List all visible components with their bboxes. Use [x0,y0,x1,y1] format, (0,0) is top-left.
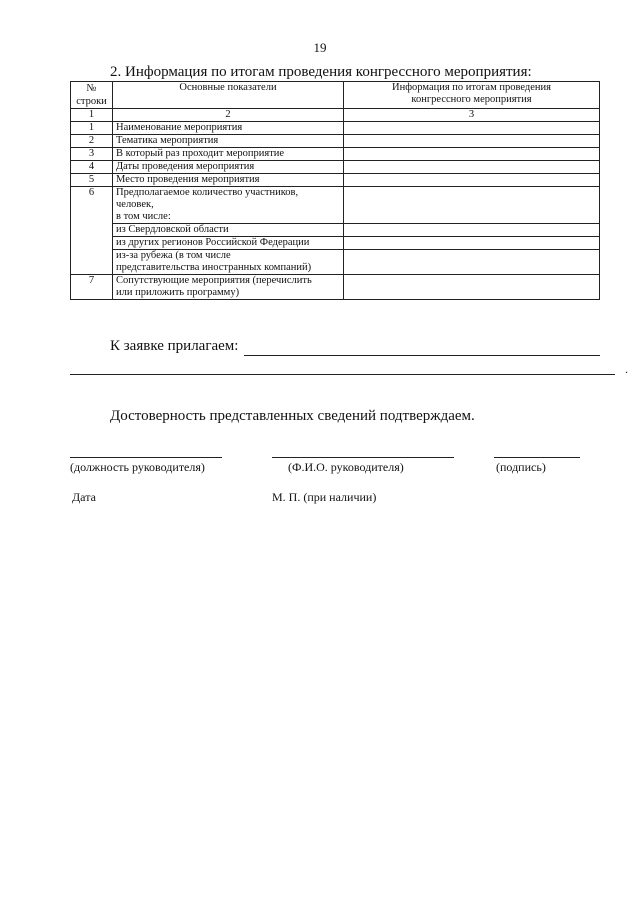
row-value-cell[interactable] [344,250,600,275]
table-row-related-events [71,275,600,300]
row-value-cell[interactable] [344,275,600,300]
col-number-3: 3 [344,109,600,122]
section-title: 2. Информация по итогам проведения конгрессного мероприятия: [110,64,532,80]
row-number: 4 [71,161,113,174]
participants-label-line3: в том числе: [116,211,171,222]
page-number: 19 [313,40,327,55]
col-number-2: 2 [113,109,344,122]
row-label-participants [113,187,344,224]
participants-label-line2: человек, [116,199,154,210]
header-row-number [71,82,113,109]
row-number: 1 [71,122,113,135]
date-label: Дата [72,490,96,504]
header-indicators: Основные показатели [113,82,344,109]
row-label: Место проведения мероприятия [113,174,344,187]
signature-caption: (подпись) [496,460,546,474]
related-label-line1: Сопутствующие мероприятия (перечислить [116,275,312,286]
row-number: 5 [71,174,113,187]
attachment-label: К заявке прилагаем: [110,338,239,354]
row-label-related-events [113,275,344,300]
subrow-label-other-regions: из других регионов Российской Федерации [113,237,344,250]
header-info [344,82,600,109]
row-value-cell[interactable] [344,237,600,250]
row-value-cell[interactable] [344,187,600,224]
stamp-label: М. П. (при наличии) [272,490,377,504]
signature-line[interactable] [494,457,580,458]
row-label: Тематика мероприятия [113,135,344,148]
attachment-line-1[interactable] [244,355,600,356]
name-signature-line[interactable] [272,457,454,458]
table-subrow [71,224,600,237]
row-number: 2 [71,135,113,148]
confirmation-text: Достоверность представленных сведений подтверждаем. [110,408,475,424]
related-label-line2: или приложить программу) [116,287,240,298]
attachment-line-2[interactable] [70,374,615,375]
trailing-dot: . [625,362,628,376]
table-subrow [71,237,600,250]
row-value-cell[interactable] [344,174,600,187]
row-value-cell[interactable] [344,161,600,174]
row-number: 3 [71,148,113,161]
abroad-label-line1: из-за рубежа (в том числе [116,250,231,261]
subrow-label-abroad [113,250,344,275]
row-number: 6 [71,187,113,275]
position-signature-line[interactable] [70,457,222,458]
table-row [71,174,600,187]
header-info-line2: конгрессного мероприятия [411,94,532,105]
row-label: Наименование мероприятия [113,122,344,135]
table-row [71,135,600,148]
header-info-line1: Информация по итогам проведения [392,82,551,93]
name-caption: (Ф.И.О. руководителя) [288,460,404,474]
subrow-label-sverdlovsk: из Свердловской области [113,224,344,237]
results-table [70,81,600,300]
row-label: Даты проведения мероприятия [113,161,344,174]
header-num-symbol: № [86,83,97,94]
table-row [71,148,600,161]
column-number-row [71,109,600,122]
table-header-row [71,82,600,109]
abroad-label-line2: представительства иностранных компаний) [116,262,312,273]
header-num-label: строки [76,96,107,107]
table-row [71,161,600,174]
position-caption: (должность руководителя) [70,460,205,474]
row-value-cell[interactable] [344,135,600,148]
table-row-participants [71,187,600,224]
row-number: 7 [71,275,113,300]
participants-label-line1: Предполагаемое количество участников, [116,187,299,198]
table-row [71,122,600,135]
row-label: В который раз проходит мероприятие [113,148,344,161]
table-subrow [71,250,600,275]
row-value-cell[interactable] [344,122,600,135]
row-value-cell[interactable] [344,224,600,237]
col-number-1: 1 [71,109,113,122]
row-value-cell[interactable] [344,148,600,161]
